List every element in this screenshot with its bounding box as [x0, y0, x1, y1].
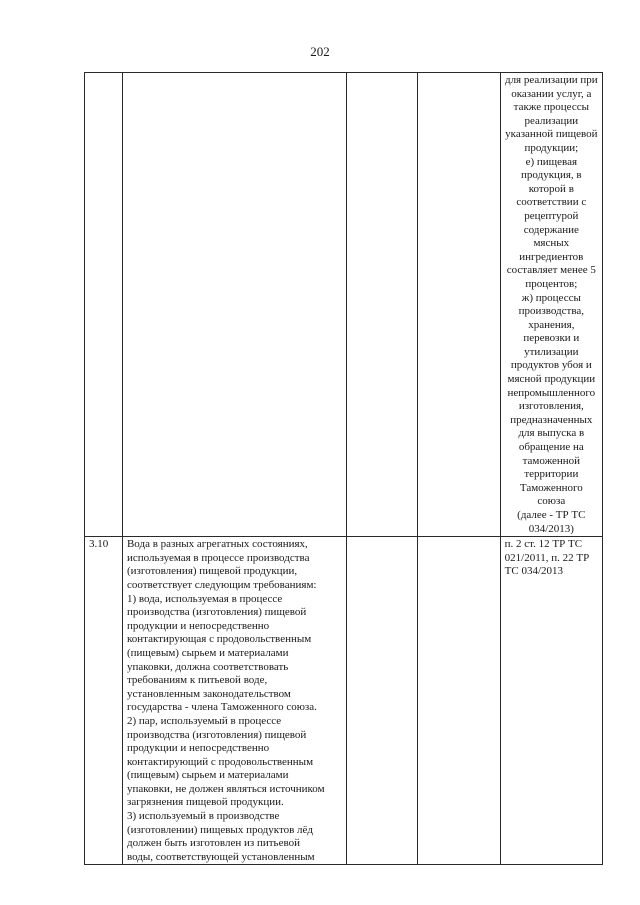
reference-cell: для реализации при оказании услуг, а также процессы реализации указанной пищевой продукции; е) пищевая продукция, в которой в соответствии с рецептурой содержание мясных ингредиентов составляет менее 5 процентов; ж) процессы производства, хранения, перевозки и утилизации продуктов убоя и мясной продукции непромышленного изготовления, предназначенных для выпуска в обращение на таможенной территории Таможенного союза (далее - ТР ТС 034/2013): [500, 73, 602, 537]
item-number-cell: [85, 73, 123, 537]
column-4-cell: [418, 537, 500, 865]
column-3-cell: [346, 537, 418, 865]
table-row: [85, 537, 603, 865]
item-number-cell: 3.10: [85, 537, 123, 865]
reference-cell: п. 2 ст. 12 ТР ТС 021/2011, п. 22 ТР ТС 034/2013: [500, 537, 602, 865]
requirement-cell: [122, 73, 346, 537]
table-row: [85, 73, 603, 537]
column-4-cell: [418, 73, 500, 537]
column-3-cell: [346, 73, 418, 537]
requirement-cell: Вода в разных агрегатных состояниях, используемая в процессе производства (изготовления) пищевой продукции, соответствует следующим требованиям: 1) вода, используемая в процессе производства (изготовления) пищевой продукции и непосредственно контактирующая с продовольственным (пищевым) сырьем и материалами упаковки, должна соответствовать требованиям к питьевой воде, установленным законодательством государства - члена Таможенного союза. 2) пар, используемый в процессе производства (изготовления) пищевой продукции и непосредственно контактирующий с продовольственным (пищевым) сырьем и материалами упаковки, не должен являться источником загрязнения пищевой продукции. 3) используемый в производстве (изготовлении) пищевых продуктов лёд должен быть изготовлен из питьевой воды, соответствующей установленным: [122, 537, 346, 865]
page-number: 202: [310, 44, 330, 59]
requirements-table: [84, 72, 603, 865]
